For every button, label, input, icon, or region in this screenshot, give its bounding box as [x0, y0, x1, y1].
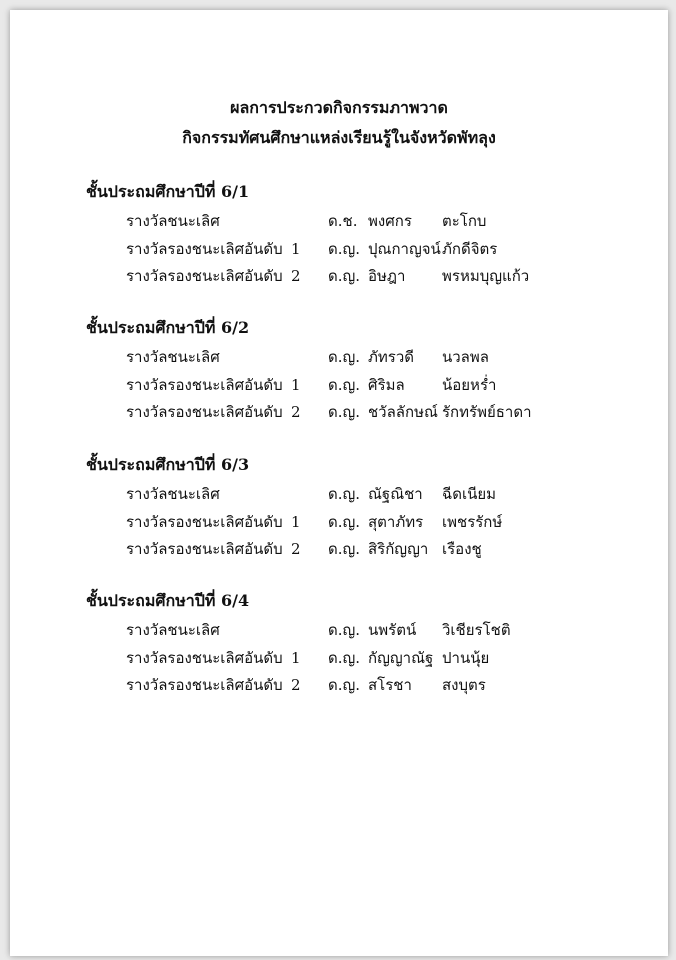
award-label: รางวัลชนะเลิศ — [126, 621, 220, 639]
last-name: น้อยหร่ำ — [442, 375, 497, 394]
first-name: ชวัลลักษณ์ — [368, 403, 438, 421]
award-label: รางวัลชนะเลิศ — [126, 212, 220, 230]
first-name: สิริกัญญา — [368, 540, 429, 558]
award-row — [86, 482, 646, 510]
name-prefix: ด.ช. — [328, 212, 358, 230]
grade-section-6-4 — [86, 590, 646, 701]
name-prefix: ด.ญ. — [328, 540, 361, 558]
name-prefix: ด.ญ. — [328, 485, 361, 503]
last-name: ตะโกบ — [442, 212, 487, 230]
last-name: วิเชียรโชติ — [442, 621, 511, 639]
name-prefix: ด.ญ. — [328, 403, 361, 421]
award-row — [86, 373, 646, 401]
document-title: ผลการประกวดกิจกรรมภาพวาด — [230, 98, 448, 117]
last-name: ฉีดเนียม — [442, 485, 497, 503]
first-name: สุตาภัทร — [368, 512, 424, 531]
first-name: พงศกร — [368, 212, 412, 230]
last-name: รักทรัพย์ธาดา — [442, 403, 532, 421]
first-name: ศิริมล — [368, 375, 405, 394]
grade-heading: ชั้นประถมศึกษาปีที่ 6/2 — [86, 318, 250, 337]
award-rank: 1 — [291, 375, 301, 394]
award-label: รางวัลชนะเลิศ — [126, 348, 220, 366]
grade-section-6-2 — [86, 317, 646, 428]
award-label: รางวัลรองชนะเลิศอันดับ — [126, 239, 283, 258]
grade-heading: ชั้นประถมศึกษาปีที่ 6/3 — [86, 455, 250, 474]
award-row — [86, 673, 646, 701]
name-prefix: ด.ญ. — [328, 512, 361, 531]
last-name: ปานนุ้ย — [442, 648, 490, 667]
award-rank: 2 — [291, 676, 301, 694]
name-prefix: ด.ญ. — [328, 239, 361, 258]
name-prefix: ด.ญ. — [328, 348, 361, 366]
award-rank: 1 — [291, 648, 301, 667]
award-label: รางวัลรองชนะเลิศอันดับ — [126, 267, 283, 285]
award-label: รางวัลรองชนะเลิศอันดับ — [126, 375, 283, 394]
last-name: เพชรรักษ์ — [442, 512, 503, 531]
award-row — [86, 618, 646, 646]
last-name: สงบุตร — [442, 676, 486, 694]
award-row — [86, 345, 646, 373]
name-prefix: ด.ญ. — [328, 375, 361, 394]
award-rank: 2 — [291, 540, 301, 558]
award-label: รางวัลรองชนะเลิศอันดับ — [126, 540, 283, 558]
grade-heading: ชั้นประถมศึกษาปีที่ 6/1 — [86, 182, 250, 201]
name-prefix: ด.ญ. — [328, 676, 361, 694]
last-name: พรหมบุญแก้ว — [442, 267, 530, 285]
award-row — [86, 510, 646, 538]
award-rank: 2 — [291, 403, 301, 421]
name-prefix: ด.ญ. — [328, 648, 361, 667]
award-row — [86, 646, 646, 674]
first-name: ภัทรวดี — [368, 348, 414, 366]
grade-section-6-3 — [86, 454, 646, 565]
award-label: รางวัลรองชนะเลิศอันดับ — [126, 403, 283, 421]
first-name: ณัฐณิชา — [368, 485, 423, 503]
award-row — [86, 209, 646, 237]
last-name: ภักดีจิตร — [442, 239, 498, 258]
grade-section-6-1 — [86, 181, 646, 292]
name-prefix: ด.ญ. — [328, 267, 361, 285]
first-name: ปุณกาญจน์ — [368, 239, 441, 258]
award-row — [86, 400, 646, 428]
document-page — [10, 10, 668, 956]
last-name: เรืองชู — [442, 540, 482, 558]
grade-heading: ชั้นประถมศึกษาปีที่ 6/4 — [86, 591, 250, 610]
first-name: นพรัตน์ — [368, 621, 417, 639]
award-label: รางวัลรองชนะเลิศอันดับ — [126, 648, 283, 667]
document-subtitle: กิจกรรมทัศนศึกษาแหล่งเรียนรู้ในจังหวัดพัทลุง — [182, 128, 496, 147]
award-row — [86, 237, 646, 265]
name-prefix: ด.ญ. — [328, 621, 361, 639]
award-label: รางวัลชนะเลิศ — [126, 485, 220, 503]
award-label: รางวัลรองชนะเลิศอันดับ — [126, 676, 283, 694]
first-name: สโรชา — [368, 676, 412, 694]
award-rank: 1 — [291, 512, 301, 531]
first-name: กัญญาณัฐ — [368, 648, 434, 667]
award-row — [86, 264, 646, 292]
award-label: รางวัลรองชนะเลิศอันดับ — [126, 512, 283, 531]
award-rank: 1 — [291, 239, 301, 258]
first-name: อิษฎา — [368, 267, 406, 285]
award-row — [86, 537, 646, 565]
last-name: นวลพล — [442, 348, 489, 366]
award-rank: 2 — [291, 267, 301, 285]
